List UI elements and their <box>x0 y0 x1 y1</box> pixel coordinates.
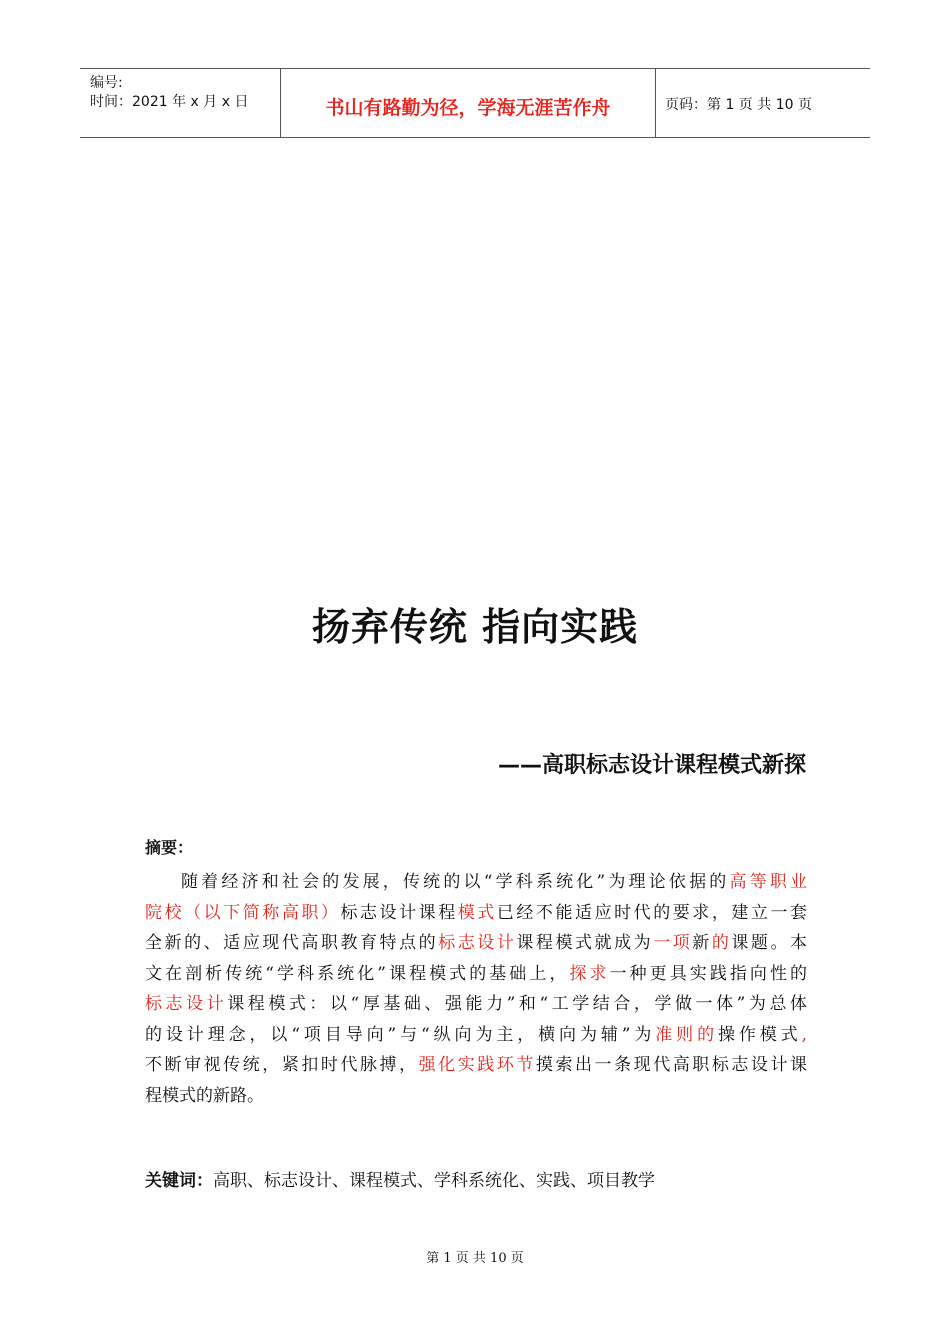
abstract-line <box>145 1050 807 1081</box>
document-title: 扬弃传统 指向实践 <box>311 605 639 649</box>
abstract-line <box>145 1020 807 1051</box>
highlighted-text: 探求 <box>569 963 610 984</box>
abstract-text: 摸索出一条现代高职标志设计课 <box>535 1055 807 1075</box>
abstract-text: 课程模式：以“厚基础、强能力”和“工学结合，学做一体”为总体 <box>227 994 807 1014</box>
abstract-text: 一种更具实践指向性的 <box>609 963 807 984</box>
header-page-info: 页码：第 1 页 共 10 页 <box>665 97 812 113</box>
abstract-text: 文在剖析传统“学科系统化”课程模式的基础上， <box>145 963 570 984</box>
highlighted-text: 标志设计 <box>438 933 517 953</box>
highlighted-text: 院校（以下简称高职） <box>145 902 341 923</box>
keywords-text: 高职、标志设计、课程模式、学科系统化、实践、项目教学 <box>213 1171 655 1191</box>
highlighted-text: 标志设计 <box>145 994 228 1014</box>
abstract-line <box>145 928 807 959</box>
abstract-line <box>145 1081 807 1112</box>
highlighted-text: , <box>801 1024 807 1045</box>
highlighted-text: 准则的 <box>655 1024 718 1045</box>
keywords-label: 关键词： <box>145 1171 213 1191</box>
header-motto: 书山有路勤为径，学海无涯苦作舟 <box>325 97 611 119</box>
header-page-cell <box>655 69 870 137</box>
abstract-text: 全新的、适应现代高职教育特点的 <box>145 933 439 953</box>
highlighted-text: 高等职业 <box>729 872 807 892</box>
abstract-text: 随着经济和社会的发展，传统的以“学科系统化”为理论依据的 <box>181 872 730 892</box>
highlighted-text: 模式 <box>457 902 497 923</box>
abstract-line <box>145 989 807 1020</box>
abstract-text: 程模式的新路。 <box>145 1085 264 1106</box>
abstract-line <box>145 898 807 929</box>
document-number-label: 编号: <box>90 75 123 91</box>
document-subtitle: ——高职标志设计课程模式新探 <box>497 753 806 778</box>
keywords-line <box>145 1166 655 1191</box>
abstract-text: 不断审视传统，紧扣时代脉搏， <box>145 1055 419 1075</box>
abstract-text: 课题。本 <box>731 933 807 953</box>
header-motto-cell <box>280 69 656 137</box>
abstract-text: 的设计理念，以“项目导向”与“纵向为主，横向为辅”为 <box>145 1024 656 1045</box>
header-table <box>80 68 870 138</box>
abstract-line <box>145 959 807 990</box>
highlighted-text: 一项 <box>653 933 693 953</box>
header-meta-cell <box>80 69 280 137</box>
abstract-text: 标志设计课程 <box>340 902 458 923</box>
document-date: 时间：2021 年 x 月 x 日 <box>90 94 249 110</box>
highlighted-text: 强化实践环节 <box>418 1055 536 1075</box>
abstract-heading: 摘要： <box>145 838 194 857</box>
abstract-text: 已经不能适应时代的要求，建立一套 <box>496 902 807 923</box>
abstract-text: 操作模式 <box>717 1024 802 1045</box>
abstract-body <box>145 867 807 1111</box>
highlighted-text: 的 <box>711 933 732 953</box>
abstract-text: 课程模式就成为 <box>516 933 654 953</box>
page-footer: 第 1 页 共 10 页 <box>426 1251 524 1266</box>
abstract-line <box>145 867 807 898</box>
abstract-text: 新 <box>692 933 712 953</box>
